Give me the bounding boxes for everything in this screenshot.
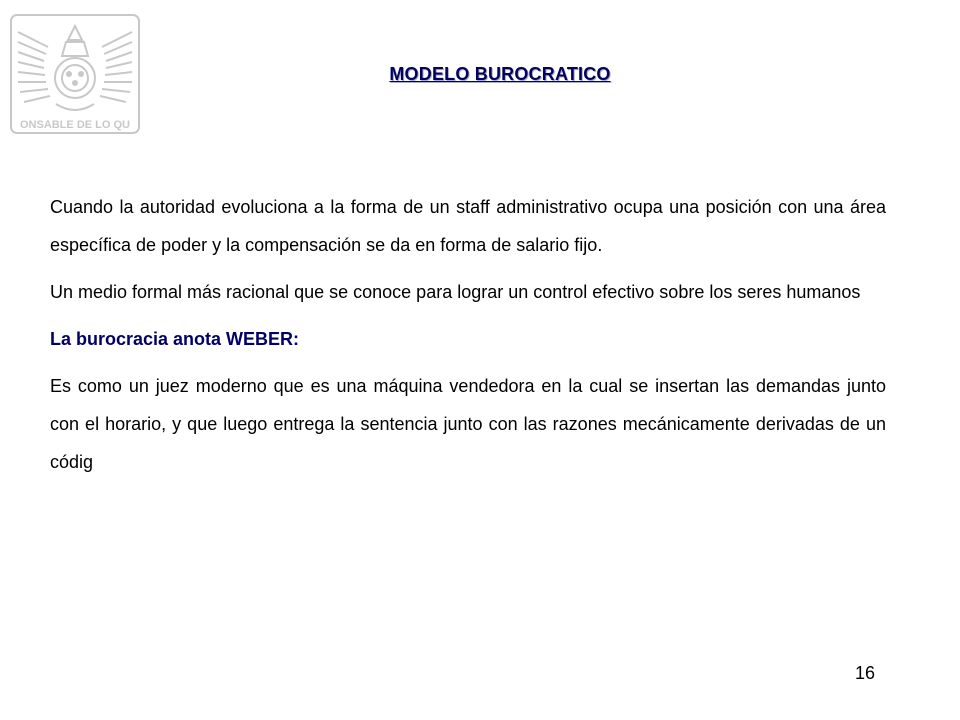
slide-body bbox=[50, 188, 886, 490]
paragraph-weber-quote: Es como un juez moderno que es una máquina vendedora en la cual se insertan las demandas junto con el horario, y que luego entrega la sentencia junto con las razones mecánicamente derivadas de un códig bbox=[50, 376, 886, 472]
paragraph-weber-heading: La burocracia anota WEBER: bbox=[50, 329, 300, 349]
page-number: 16 bbox=[855, 663, 876, 683]
paragraph-formal-medium: Un medio formal más racional que se conoce para lograr un control efectivo sobre los seres humanos bbox=[50, 282, 861, 302]
paragraph-authority: Cuando la autoridad evoluciona a la forma de un staff administrativo ocupa una posición con una área específica de poder y la compensación se da en forma de salario fijo. bbox=[50, 197, 886, 255]
seal-text: ONSABLE DE LO QU bbox=[19, 119, 131, 131]
slide-title: MODELO BUROCRATICO bbox=[389, 64, 611, 84]
